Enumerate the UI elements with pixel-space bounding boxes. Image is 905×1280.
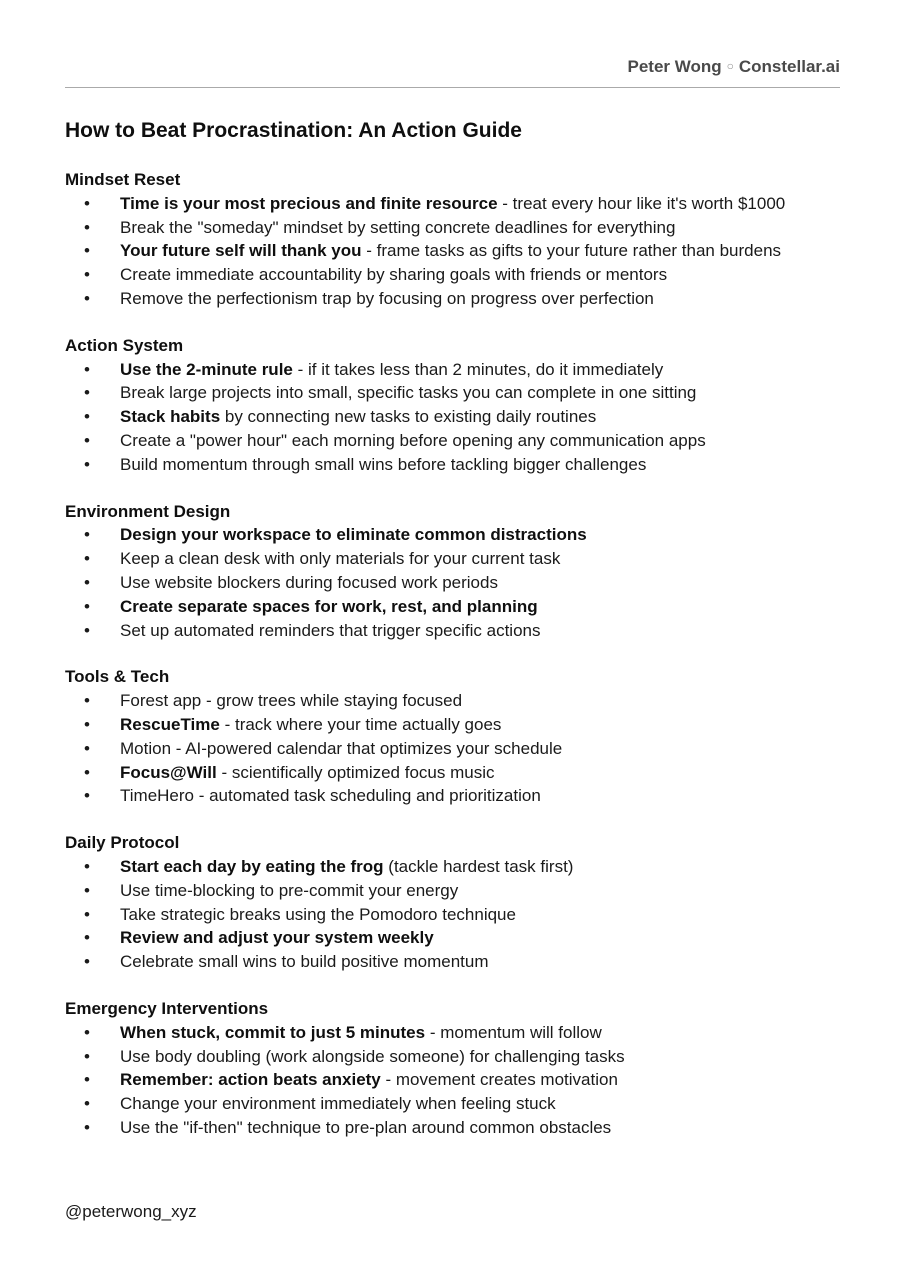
section <box>65 500 840 643</box>
bullet-icon: • <box>84 383 90 403</box>
document-body <box>65 168 840 1140</box>
list-item-text: Review and adjust your system weekly <box>120 928 434 948</box>
list-item <box>65 689 840 713</box>
list-item <box>65 547 840 571</box>
list-item-text: Create separate spaces for work, rest, and planning <box>120 596 538 616</box>
list-item-text: Create a "power hour" each morning before opening any communication apps <box>120 430 706 450</box>
page-footer <box>65 1200 840 1224</box>
list-item <box>65 571 840 595</box>
list-item <box>65 216 840 240</box>
list-item <box>65 453 840 477</box>
list-item <box>65 192 840 216</box>
page-title: How to Beat Procrastination: An Action Guide <box>65 119 522 142</box>
list-item <box>65 1068 840 1092</box>
list-item-text: Your future self will thank you - frame tasks as gifts to your future rather than burdens <box>120 241 782 261</box>
bullet-icon: • <box>84 928 90 948</box>
list-item <box>65 595 840 619</box>
list-item-text: Use the 2-minute rule - if it takes less than 2 minutes, do it immediately <box>120 359 664 379</box>
social-handle: @peterwong_xyz <box>65 1201 197 1221</box>
bullet-icon: • <box>84 714 90 734</box>
list-item <box>65 523 840 547</box>
list-item <box>65 1021 840 1045</box>
section-heading: Emergency Interventions <box>65 998 269 1018</box>
bullet-icon: • <box>84 880 90 900</box>
bullet-icon: • <box>84 359 90 379</box>
list-item-text: Break large projects into small, specific tasks you can complete in one sitting <box>120 383 697 403</box>
list-item-text: Set up automated reminders that trigger specific actions <box>120 620 541 640</box>
list-item-text: Design your workspace to eliminate common distractions <box>120 525 587 545</box>
list-item <box>65 287 840 311</box>
section <box>65 334 840 477</box>
brand-name: Constellar.ai <box>738 57 840 76</box>
bullet-icon: • <box>84 1022 90 1042</box>
list-item <box>65 619 840 643</box>
list-item-text: Take strategic breaks using the Pomodoro technique <box>120 904 516 924</box>
section-heading: Mindset Reset <box>65 170 181 189</box>
list-item-text: Create immediate accountability by sharing goals with friends or mentors <box>120 265 668 285</box>
list-item-text: Break the "someday" mindset by setting concrete deadlines for everything <box>120 217 676 237</box>
section-heading: Action System <box>65 335 184 355</box>
separator-circle-icon: ○ <box>726 59 734 73</box>
bullet-icon: • <box>84 856 90 876</box>
list-item-text: Use body doubling (work alongside someone) for challenging tasks <box>120 1046 625 1066</box>
list-item-text: Keep a clean desk with only materials for your current task <box>120 549 561 569</box>
list-item <box>65 263 840 287</box>
bullet-icon: • <box>84 193 90 213</box>
bullet-icon: • <box>84 407 90 427</box>
list-item-text: Motion - AI-powered calendar that optimizes your schedule <box>120 738 563 758</box>
list-item-text: Time is your most precious and finite resource - treat every hour like it's worth $1000 <box>120 193 786 213</box>
section-list <box>65 689 840 808</box>
list-item-text: Remove the perfectionism trap by focusing on progress over perfection <box>120 288 654 308</box>
list-item-text: Use website blockers during focused work periods <box>120 572 498 592</box>
list-item-text: Start each day by eating the frog (tackle hardest task first) <box>120 856 574 876</box>
section <box>65 997 840 1140</box>
list-item <box>65 381 840 405</box>
bullet-icon: • <box>84 549 90 569</box>
bullet-icon: • <box>84 265 90 285</box>
list-item <box>65 405 840 429</box>
section-heading: Environment Design <box>65 501 231 521</box>
bullet-icon: • <box>84 572 90 592</box>
list-item <box>65 1045 840 1069</box>
bullet-icon: • <box>84 738 90 758</box>
list-item-text: RescueTime - track where your time actually goes <box>120 714 502 734</box>
bullet-icon: • <box>84 1070 90 1090</box>
list-item <box>65 713 840 737</box>
list-item-text: TimeHero - automated task scheduling and prioritization <box>120 786 541 806</box>
list-item-text: Use time-blocking to pre-commit your energy <box>120 880 459 900</box>
bullet-icon: • <box>84 1046 90 1066</box>
bullet-icon: • <box>84 620 90 640</box>
list-item-text: Focus@Will - scientifically optimized focus music <box>120 762 495 782</box>
bullet-icon: • <box>84 241 90 261</box>
list-item <box>65 761 840 785</box>
list-item-text: Celebrate small wins to build positive momentum <box>120 952 489 972</box>
bullet-icon: • <box>84 952 90 972</box>
list-item-text: Use the "if-then" technique to pre-plan around common obstacles <box>120 1117 612 1137</box>
bullet-icon: • <box>84 762 90 782</box>
list-item <box>65 429 840 453</box>
section-list <box>65 523 840 642</box>
section-list <box>65 855 840 974</box>
section-heading: Daily Protocol <box>65 833 180 853</box>
list-item <box>65 239 840 263</box>
bullet-icon: • <box>84 1117 90 1137</box>
section <box>65 831 840 974</box>
list-item <box>65 879 840 903</box>
section <box>65 665 840 808</box>
bullet-icon: • <box>84 217 90 237</box>
page-header <box>65 0 840 88</box>
section <box>65 168 840 311</box>
bullet-icon: • <box>84 691 90 711</box>
list-item <box>65 737 840 761</box>
list-item-text: Build momentum through small wins before tackling bigger challenges <box>120 454 647 474</box>
list-item <box>65 1092 840 1116</box>
author-name: Peter Wong <box>627 57 722 76</box>
list-item <box>65 358 840 382</box>
list-item-text: Stack habits by connecting new tasks to existing daily routines <box>120 407 597 427</box>
bullet-icon: • <box>84 596 90 616</box>
bullet-icon: • <box>84 904 90 924</box>
list-item-text: When stuck, commit to just 5 minutes - momentum will follow <box>120 1022 602 1042</box>
section-list <box>65 358 840 477</box>
list-item <box>65 1116 840 1140</box>
bullet-icon: • <box>84 786 90 806</box>
section-list <box>65 192 840 311</box>
list-item-text: Change your environment immediately when feeling stuck <box>120 1094 556 1114</box>
bullet-icon: • <box>84 288 90 308</box>
bullet-icon: • <box>84 525 90 545</box>
section-heading: Tools & Tech <box>65 667 170 687</box>
section-list <box>65 1021 840 1140</box>
list-item <box>65 855 840 879</box>
list-item-text: Remember: action beats anxiety - movement creates motivation <box>120 1070 618 1090</box>
bullet-icon: • <box>84 1094 90 1114</box>
list-item <box>65 784 840 808</box>
list-item <box>65 903 840 927</box>
list-item-text: Forest app - grow trees while staying focused <box>120 691 463 711</box>
list-item <box>65 926 840 950</box>
bullet-icon: • <box>84 454 90 474</box>
bullet-icon: • <box>84 430 90 450</box>
list-item <box>65 950 840 974</box>
